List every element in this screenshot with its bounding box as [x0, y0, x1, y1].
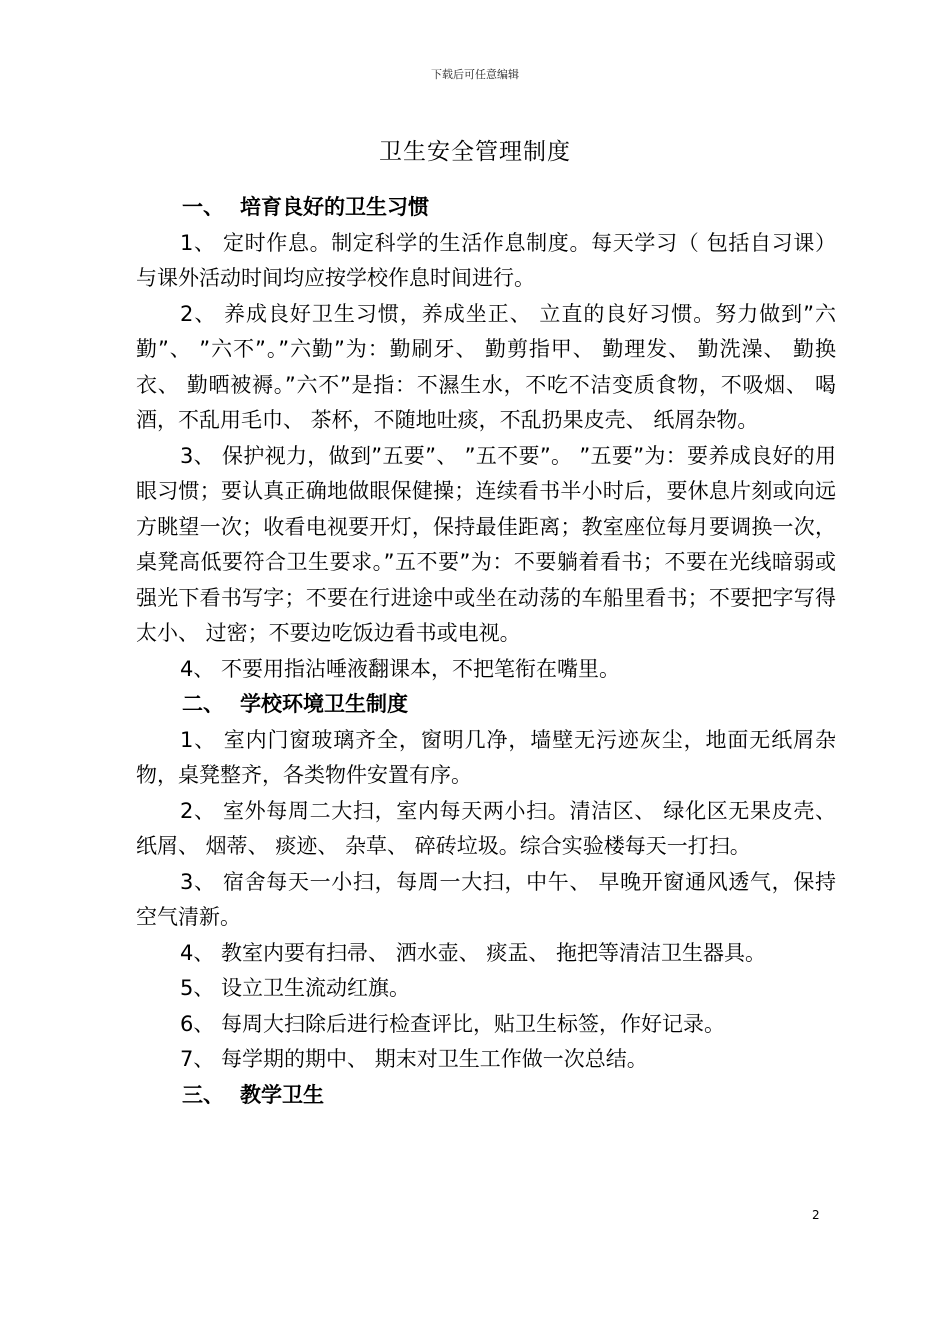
- section-title: 培育良好的卫生习惯: [240, 195, 429, 219]
- paragraph-1-2: 2、 养成良好卫生习惯，养成坐正、 立直的良好习惯。努力做到”六勤”、 ”六不”。”六勤”为：勤刷牙、 勤剪指甲、 勤理发、 勤洗澡、 勤换衣、 勤晒被褥。”六不”是指：不濕生水，不吃不洁变质食物，不吸烟、 喝酒，不乱用毛巾、 茶杯，不随地吐痰，不乱扔果皮壳、 纸屑杂物。: [136, 301, 836, 432]
- paragraph-2-1: 1、 室内门窗玻璃齐全，窗明几净，墙壁无污迹灰尘，地面无纸屑杂物，桌凳整齐，各类物件安置有序。: [136, 727, 836, 787]
- section-number: 二、: [182, 692, 224, 716]
- paragraph-1-4: 4、 不要用指沾唾液翻课本，不把笔衔在嘴里。: [180, 656, 621, 681]
- section-title: 学校环境卫生制度: [240, 692, 408, 716]
- page-title: 卫生安全管理制度: [379, 139, 571, 165]
- page-number: 2: [812, 1208, 820, 1222]
- paragraph-1-1: 1、 定时作息。制定科学的生活作息制度。每天学习（ 包括自习课）与课外活动时间均应按学校作息时间进行。: [136, 230, 836, 290]
- paragraph-2-4: 4、 教室内要有扫帚、 洒水壶、 痰盂、 拖把等清洁卫生器具。: [180, 940, 767, 965]
- paragraph-2-2: 2、 室外每周二大扫，室内每天两小扫。清洁区、 绿化区无果皮壳、 纸屑、 烟蒂、 痰迹、 杂草、 碎砖垃圾。综合实验楼每天一打扫。: [136, 798, 836, 858]
- section-number: 三、: [182, 1082, 224, 1107]
- section-number: 一、: [182, 195, 224, 219]
- paragraph-2-5: 5、 设立卫生流动红旗。: [180, 976, 411, 1000]
- section-heading-1: [136, 190, 836, 226]
- paragraph-2-7: 7、 每学期的期中、 期末对卫生工作做一次总结。: [180, 1047, 648, 1071]
- section-heading-2: [136, 687, 836, 723]
- section-title: 教学卫生: [240, 1082, 324, 1107]
- document-body: [136, 190, 836, 1113]
- paragraph-2-6: 6、 每周大扫除后进行检查评比，贴卫生标签，作好记录。: [180, 1011, 726, 1036]
- header-note: 下载后可任意编辑: [431, 68, 519, 81]
- paragraph-2-3: 3、 宿舍每天一小扫，每周一大扫，中午、 早晚开窗通风透气，保持空气清新。: [136, 869, 836, 929]
- section-heading-3: [136, 1078, 836, 1114]
- paragraph-1-3: 3、 保护视力，做到”五要”、 ”五不要”。 ”五要”为：要养成良好的用眼习惯；要认真正确地做眼保健操；连续看书半小时后，要休息片刻或向远方眺望一次；收看电视要开灯，保持最佳距离；教室座位每月要调换一次，桌凳高低要符合卫生要求。”五不要”为：不要躺着看书；不要在光线暗弱或强光下看书写字；不要在行进途中或坐在动荡的车船里看书；不要把字写得太小、 过密；不要边吃饭边看书或电视。: [136, 443, 836, 645]
